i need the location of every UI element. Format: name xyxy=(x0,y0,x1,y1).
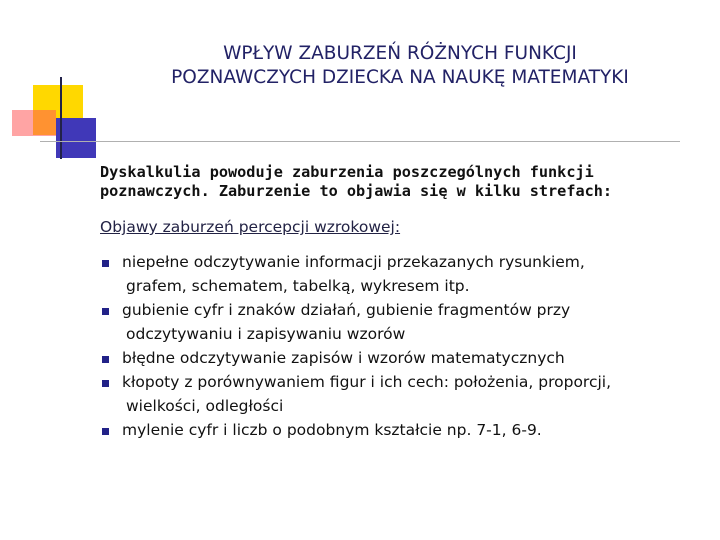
list-item-line2: grafem, schematem, tabelką, wykresem itp. xyxy=(126,277,470,295)
lead-line2: poznawczych. Zaburzenie to objawia się w kilku strefach: xyxy=(100,182,613,200)
list-item-line1: gubienie cyfr i znaków działań, gubienie fragmentów przy xyxy=(122,301,571,319)
lead-line1: Dyskalkulia powoduje zaburzenia poszczególnych funkcji xyxy=(100,163,594,181)
decorative-blue-square xyxy=(56,118,96,158)
subheading-link[interactable]: Objawy zaburzeń percepcji wzrokowej: xyxy=(100,218,401,236)
slide-title xyxy=(100,42,700,90)
slide-title-line2: POZNAWCZYCH DZIECKA NA NAUKĘ MATEMATYKI xyxy=(171,67,629,88)
decorative-red-square xyxy=(12,110,56,136)
list-item-line1: błędne odczytywanie zapisów i wzorów matematycznych xyxy=(122,349,565,367)
list-item-line2: odczytywaniu i zapisywaniu wzorów xyxy=(126,325,406,343)
square-bullet-icon xyxy=(102,380,109,387)
lead-paragraph xyxy=(100,163,700,201)
list-item xyxy=(100,298,700,346)
list-item xyxy=(100,250,700,298)
list-item-line1: mylenie cyfr i liczb o podobnym kształcie np. 7-1, 6-9. xyxy=(122,421,542,439)
list-item-line1: niepełne odczytywanie informacji przekazanych rysunkiem, xyxy=(122,253,585,271)
square-bullet-icon xyxy=(102,356,109,363)
symptom-list xyxy=(100,250,700,442)
list-item xyxy=(100,418,700,442)
list-item-line1: kłopoty z porównywaniem figur i ich cech: położenia, proporcji, xyxy=(122,373,612,391)
slide-title-line1: WPŁYW ZABURZEŃ RÓŻNYCH FUNKCJI xyxy=(223,43,577,64)
square-bullet-icon xyxy=(102,428,109,435)
square-bullet-icon xyxy=(102,308,109,315)
decorative-vertical-line xyxy=(60,77,62,159)
title-divider-line xyxy=(40,141,680,142)
list-item xyxy=(100,370,700,418)
list-item xyxy=(100,346,700,370)
list-item-line2: wielkości, odległości xyxy=(126,397,284,415)
square-bullet-icon xyxy=(102,260,109,267)
